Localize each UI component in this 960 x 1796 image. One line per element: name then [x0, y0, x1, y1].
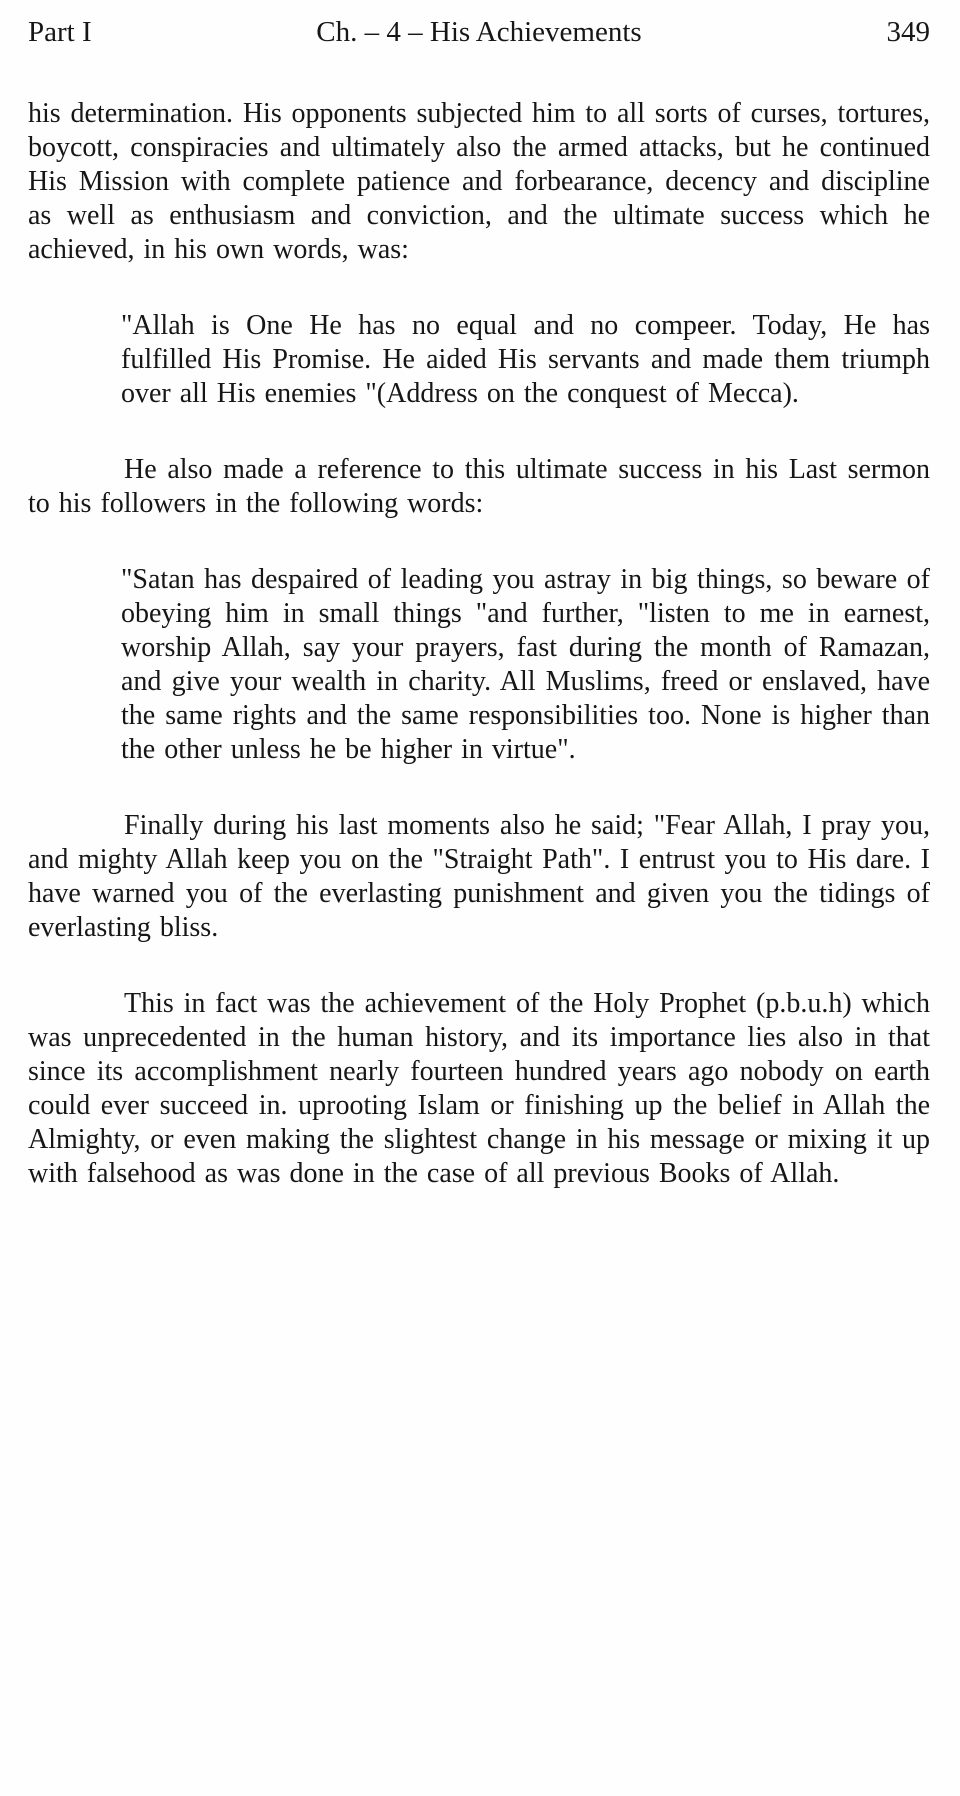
body-paragraph: Finally during his last moments also he said; "Fear Allah, I pray you, and mighty Allah keep you on the "Straight Path". I entrust you to His dare. I have warned you of the everlasting punishment and given you the tidings of everlasting bliss. — [28, 810, 930, 943]
body-paragraph: his determination. His opponents subjected him to all sorts of curses, tortures, boycott, conspiracies and ultimately also the armed attacks, but he continued His Mission with complete patience and forbearance, decency and discipline as well as enthusiasm and conviction, and the ultimate success which he achieved, in his own words, was: — [28, 98, 930, 265]
header-part-label: Part I — [28, 16, 92, 48]
page-body — [28, 97, 930, 1191]
block-quote: "Allah is One He has no equal and no compeer. Today, He has fulfilled His Promise. He aided His servants and made them triumph over all His enemies "(Address on the conquest of Mecca). — [121, 310, 930, 409]
body-paragraph: He also made a reference to this ultimate success in his Last sermon to his followers in the following words: — [28, 454, 930, 519]
body-paragraph: This in fact was the achievement of the Holy Prophet (p.b.u.h) which was unprecedented in the human history, and its importance lies also in that since its accomplishment nearly fourteen hundred years ago nobody on earth could ever succeed in. uprooting Islam or finishing up the belief in Allah the Almighty, or even making the slightest change in his message or mixing it up with falsehood as was done in the case of all previous Books of Allah. — [28, 988, 930, 1189]
header-chapter-title: Ch. – 4 – His Achievements — [316, 16, 642, 48]
page-header — [28, 16, 930, 49]
header-page-number: 349 — [886, 16, 930, 48]
block-quote: "Satan has despaired of leading you astray in big things, so beware of obeying him in small things "and further, "listen to me in earnest, worship Allah, say your prayers, fast during the month of Ramazan, and give your wealth in charity. All Muslims, freed or enslaved, have the same rights and the same responsibilities too. None is higher than the other unless he be higher in virtue". — [121, 564, 930, 765]
